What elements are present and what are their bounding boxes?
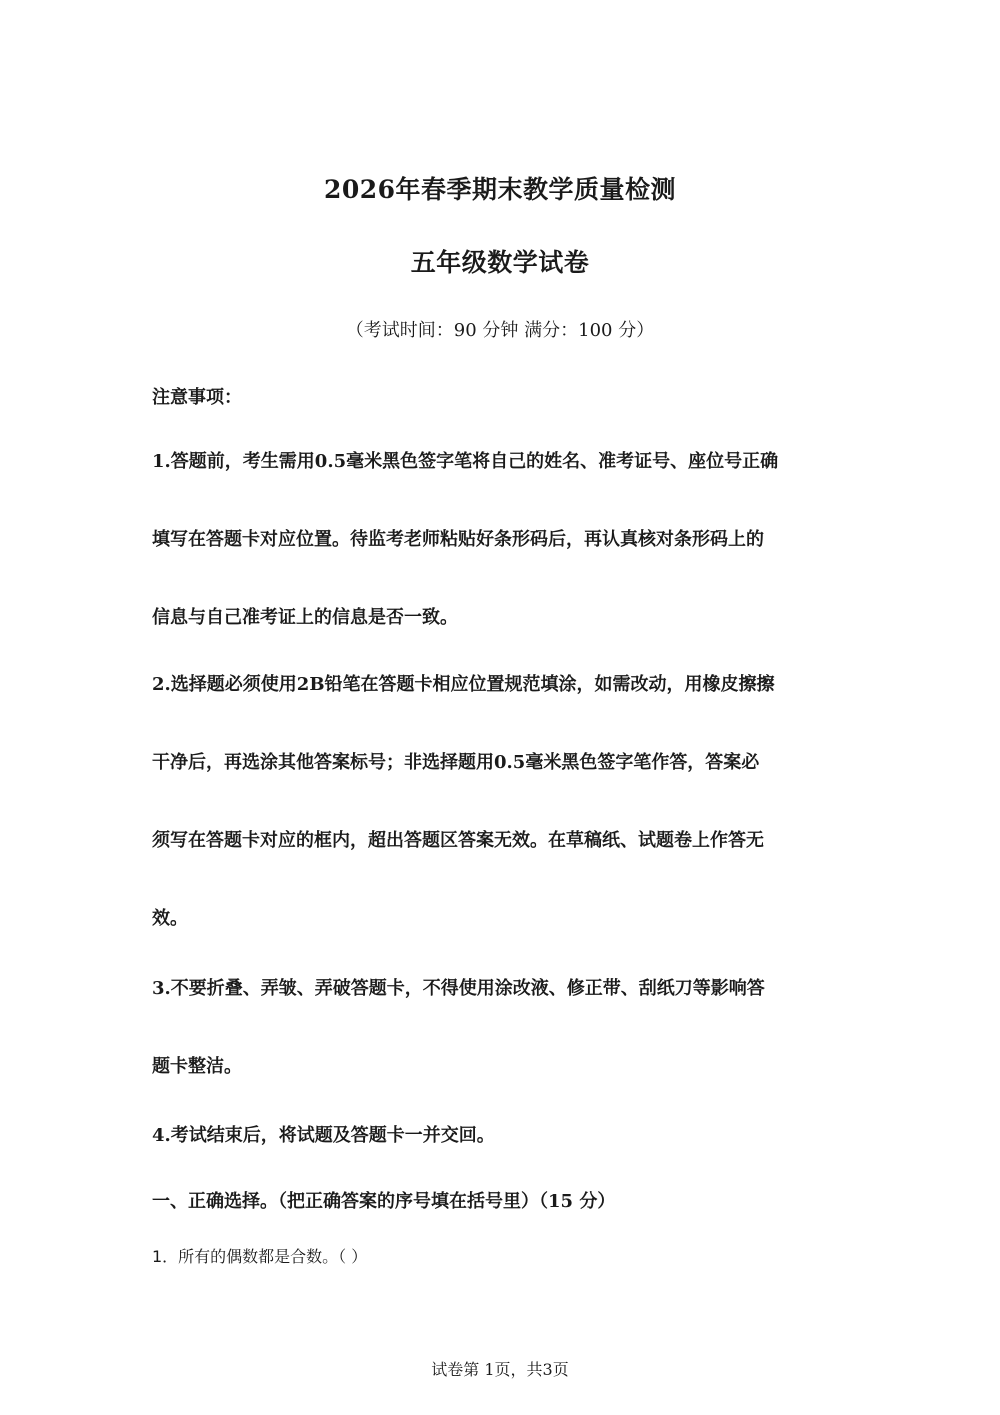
notice-line: 填写在答题卡对应位置。待监考老师粘贴好条形码后，再认真核对条形码上的 <box>152 529 764 550</box>
exam-title: 2026年春季期末教学质量检测 <box>323 175 677 204</box>
notice-line: 1.答题前，考生需用0.5毫米黑色签字笔将自己的姓名、准考证号、座位号正确 <box>152 451 779 472</box>
notice-line: 3.不要折叠、弄皱、弄破答题卡，不得使用涂改液、修正带、刮纸刀等影响答 <box>152 978 765 999</box>
notice-item-4 <box>152 1097 852 1175</box>
notice-heading: 注意事项： <box>152 387 242 408</box>
notice-item-2 <box>152 646 852 958</box>
notice-line: 效。 <box>152 908 188 929</box>
notice-line: 4.考试结束后，将试题及答题卡一并交回。 <box>152 1125 495 1146</box>
page-footer: 试卷第 1页，共3页 <box>431 1360 569 1379</box>
notice-line: 须写在答题卡对应的框内，超出答题区答案无效。在草稿纸、试题卷上作答无 <box>152 830 764 851</box>
exam-meta: （考试时间：90 分钟 满分：100 分） <box>345 320 655 341</box>
section-1-heading: 一、正确选择。（把正确答案的序号填在括号里）（15 分） <box>152 1191 616 1212</box>
notice-item-3 <box>152 950 852 1106</box>
question-1: 1．所有的偶数都是合数。（ ） <box>152 1247 368 1266</box>
notice-line: 题卡整洁。 <box>152 1056 242 1077</box>
notice-line: 信息与自己准考证上的信息是否一致。 <box>152 607 458 628</box>
notice-line: 干净后，再选涂其他答案标号；非选择题用0.5毫米黑色签字笔作答，答案必 <box>152 752 760 773</box>
notice-line: 2.选择题必须使用2B铅笔在答题卡相应位置规范填涂，如需改动，用橡皮擦擦 <box>152 674 775 695</box>
exam-subtitle: 五年级数学试卷 <box>410 248 590 277</box>
notice-item-1 <box>152 423 852 657</box>
